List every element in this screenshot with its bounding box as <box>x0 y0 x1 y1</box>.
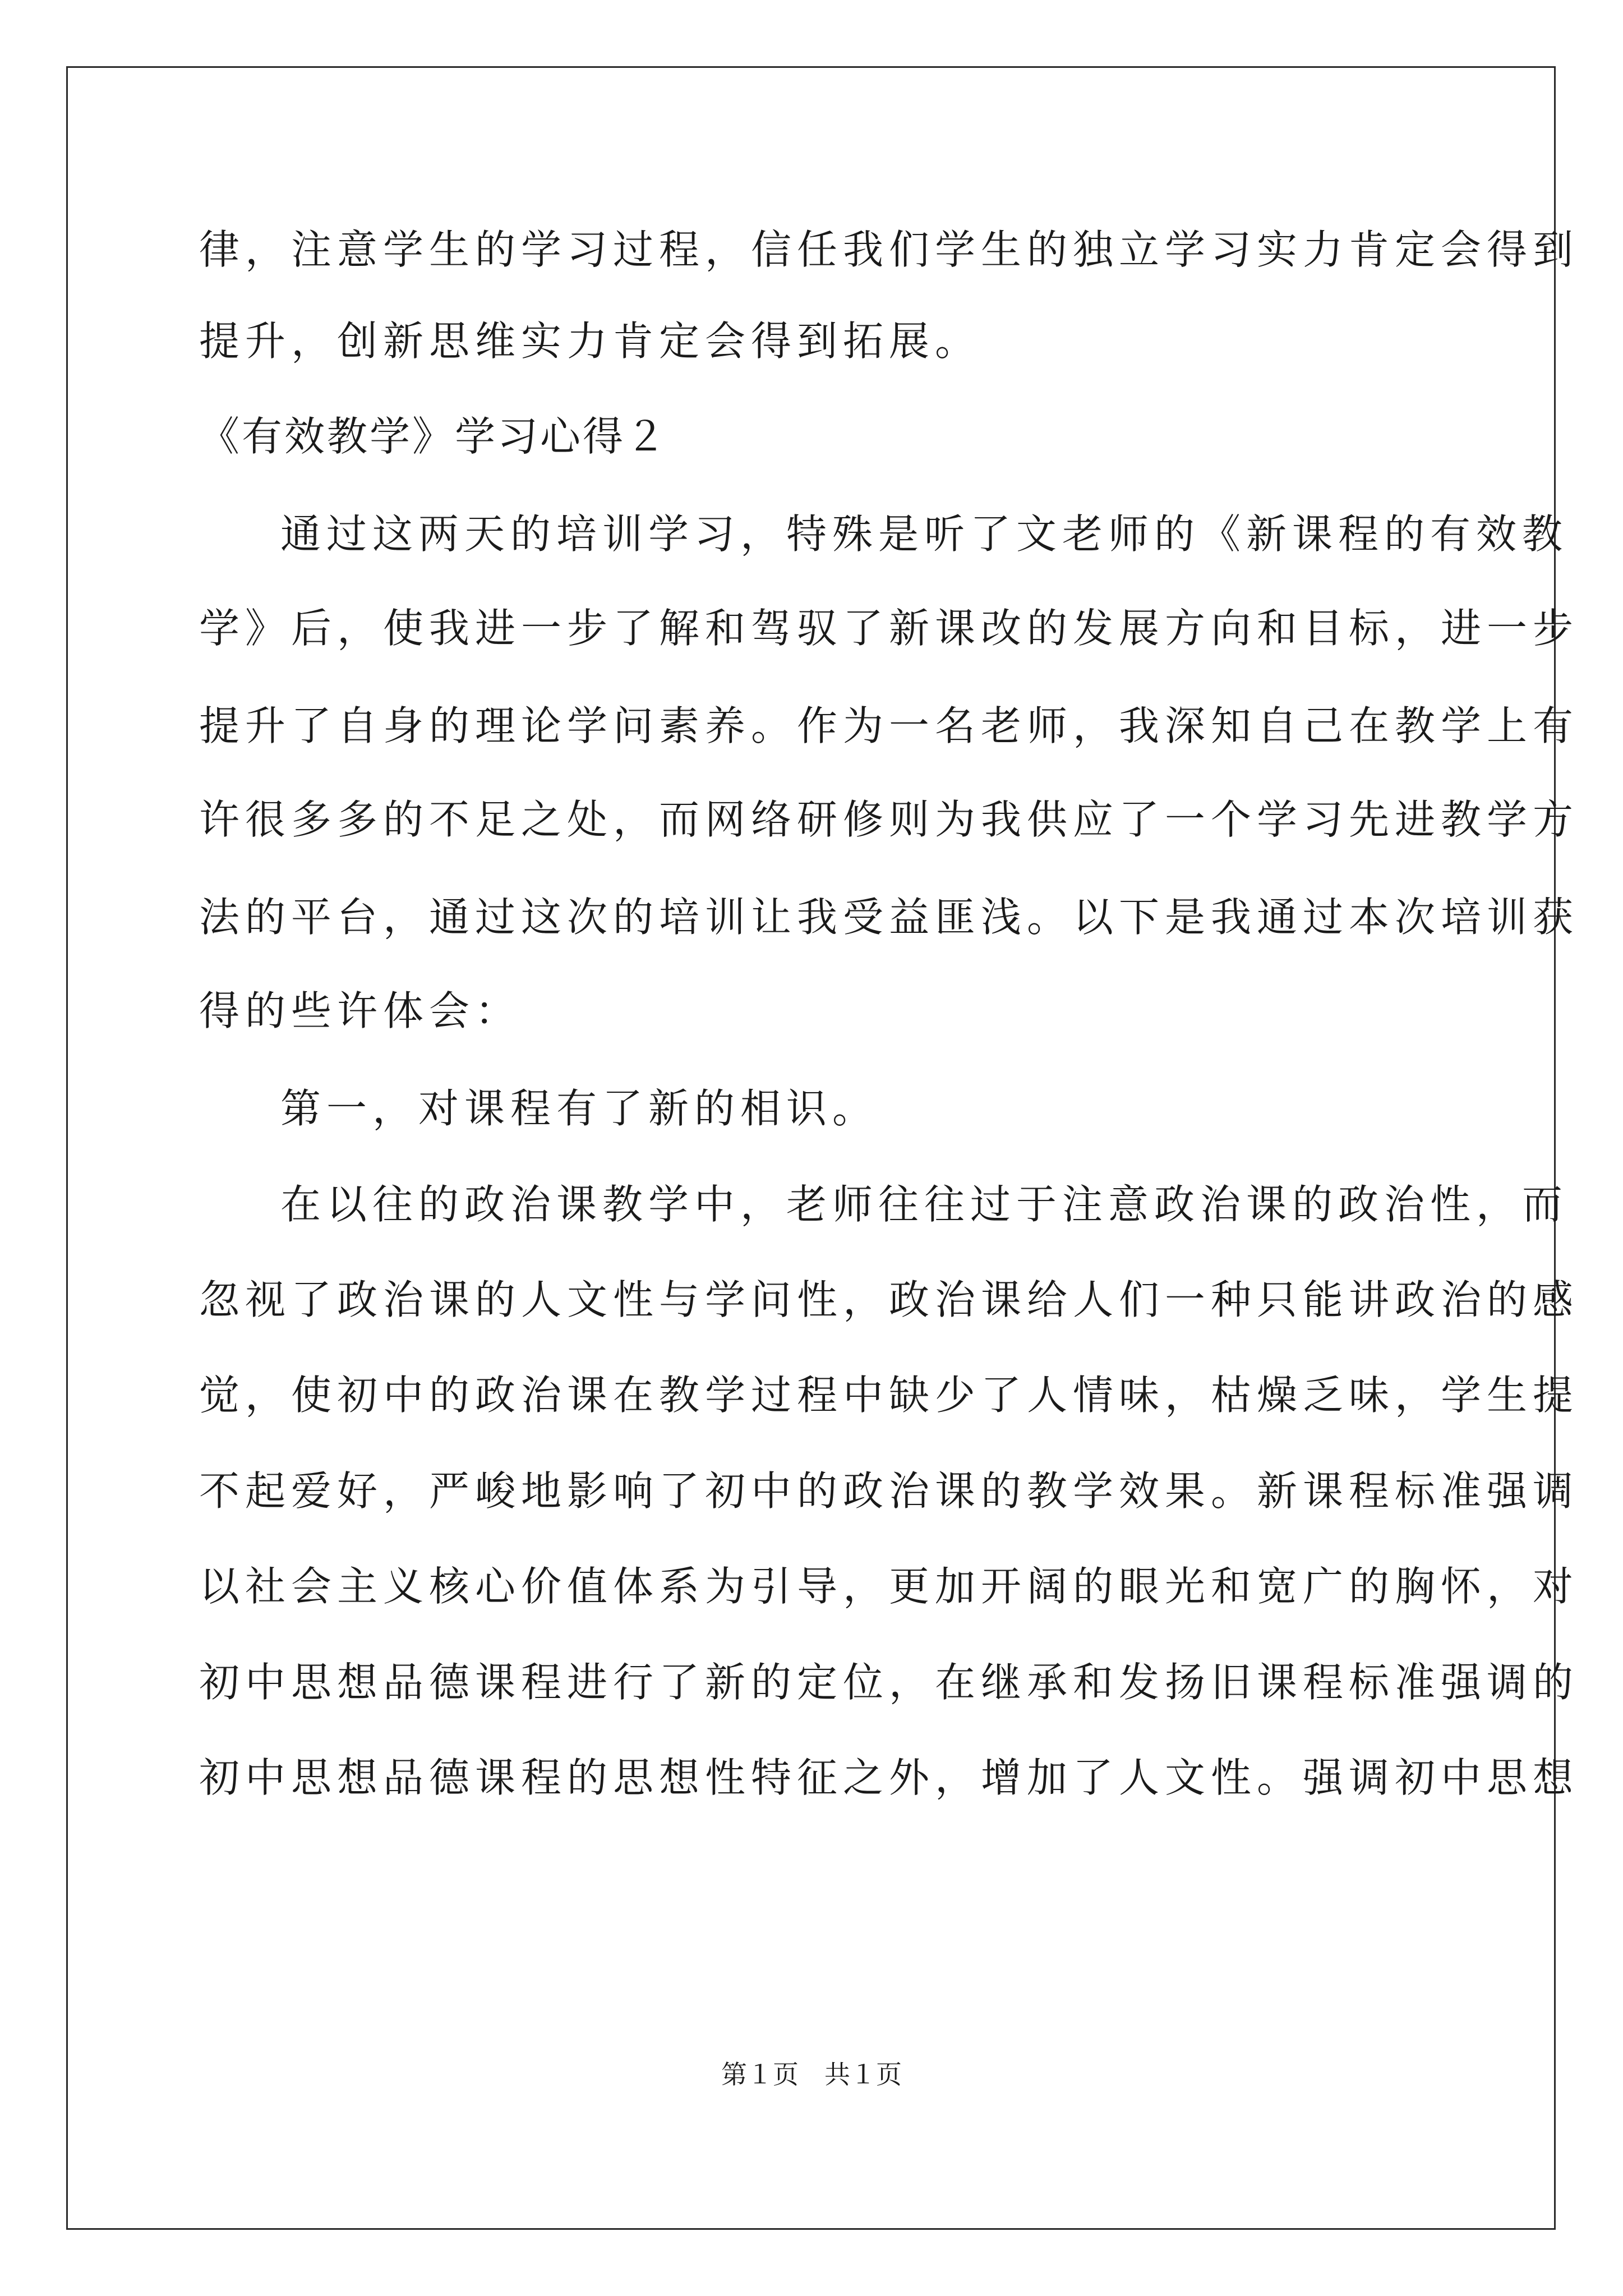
section-heading: 《有效教学》学习心得２ <box>199 413 668 460</box>
body-line: 初中思想品德课程的思想性特征之外，增加了人文性。强调初中思想 <box>199 1754 1579 1801</box>
body-line: 以社会主义核心价值体系为引导，更加开阔的眼光和宽广的胸怀，对 <box>199 1563 1579 1610</box>
body-line: 许很多多的不足之处，而网络研修则为我供应了一个学习先进教学方 <box>199 796 1579 843</box>
body-line: 忽视了政治课的人文性与学问性，政治课给人们一种只能讲政治的感 <box>199 1276 1579 1323</box>
body-line: 提升，创新思维实力肯定会得到拓展。 <box>199 318 981 365</box>
paragraph-start-line: 通过这两天的培训学习，特殊是听了文老师的《新课程的有效教 <box>280 510 1569 558</box>
body-line: 觉，使初中的政治课在教学过程中缺少了人情味，枯燥乏味，学生提 <box>199 1372 1579 1419</box>
page-frame <box>66 66 1556 2230</box>
body-line: 学》后，使我进一步了解和驾驭了新课改的发展方向和目标，进一步 <box>199 605 1579 652</box>
paragraph-start-line: 第一，对课程有了新的相识。 <box>280 1085 879 1132</box>
body-line: 初中思想品德课程进行了新的定位，在继承和发扬旧课程标准强调的 <box>199 1659 1579 1706</box>
body-line: 提升了自身的理论学问素养。作为一名老师，我深知自己在教学上有 <box>199 702 1579 749</box>
body-line: 法的平台，通过这次的培训让我受益匪浅。以下是我通过本次培训获 <box>199 894 1579 941</box>
page-number-footer: 第１页 共１页 <box>721 2059 902 2090</box>
body-line: 得的些许体会： <box>199 987 522 1034</box>
body-line: 不起爱好，严峻地影响了初中的政治课的教学效果。新课程标准强调 <box>199 1467 1579 1515</box>
body-line: 律，注意学生的学习过程，信任我们学生的独立学习实力肯定会得到 <box>199 226 1579 273</box>
paragraph-start-line: 在以往的政治课教学中，老师往往过于注意政治课的政治性，而 <box>280 1181 1569 1228</box>
